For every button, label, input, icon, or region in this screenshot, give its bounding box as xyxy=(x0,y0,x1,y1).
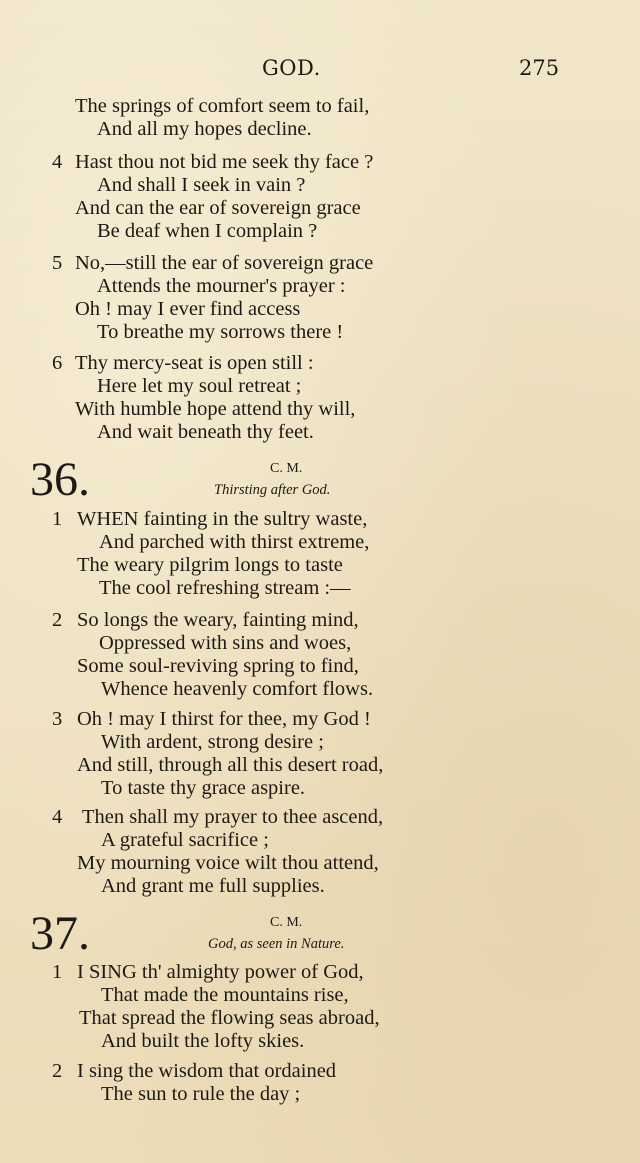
verse-line: To breathe my sorrows there ! xyxy=(97,321,344,343)
verse-line: So longs the weary, fainting mind, xyxy=(77,609,359,631)
verse-line: The weary pilgrim longs to taste xyxy=(77,554,343,576)
hymn-subtitle: God, as seen in Nature. xyxy=(208,936,345,952)
verse-line: With ardent, strong desire ; xyxy=(101,731,324,753)
verse-line: Oppressed with sins and woes, xyxy=(99,632,352,654)
stanza-number: 3 xyxy=(52,708,63,730)
verse-line: That made the mountains rise, xyxy=(101,984,349,1006)
verse-line: Be deaf when I complain ? xyxy=(97,220,318,242)
verse-line: My mourning voice wilt thou attend, xyxy=(77,852,379,874)
verse-line: And all my hopes decline. xyxy=(97,118,312,140)
hymn-number: 36. xyxy=(30,453,90,506)
hymn-meter: C. M. xyxy=(270,461,303,476)
verse-line: No,—still the ear of sovereign grace xyxy=(75,252,374,274)
stanza-number: 2 xyxy=(52,1060,63,1082)
verse-line: A grateful sacrifice ; xyxy=(101,829,269,851)
verse-line: With humble hope attend thy will, xyxy=(75,398,356,420)
stanza-number: 5 xyxy=(52,252,63,274)
verse-line: That spread the flowing seas abroad, xyxy=(79,1007,380,1029)
verse-line: Here let my soul retreat ; xyxy=(97,375,302,397)
verse-line: And can the ear of sovereign grace xyxy=(75,197,361,219)
verse-line: Oh ! may I ever find access xyxy=(75,298,301,320)
stanza-number: 4 xyxy=(52,806,63,828)
verse-line: And still, through all this desert road, xyxy=(77,754,384,776)
verse-line: WHEN fainting in the sultry waste, xyxy=(77,508,368,530)
page-number: 275 xyxy=(519,56,560,80)
stanza-number: 1 xyxy=(52,508,63,530)
verse-line: The sun to rule the day ; xyxy=(101,1083,301,1105)
hymn-subtitle: Thirsting after God. xyxy=(214,482,331,498)
verse-line: I sing the wisdom that ordained xyxy=(77,1060,337,1082)
stanza-number: 6 xyxy=(52,352,63,374)
verse-line: The springs of comfort seem to fail, xyxy=(75,95,370,117)
stanza-number: 1 xyxy=(52,961,63,983)
stanza-number: 2 xyxy=(52,609,63,631)
verse-line: To taste thy grace aspire. xyxy=(101,777,306,799)
running-title: GOD. xyxy=(262,56,321,80)
verse-line: And grant me full supplies. xyxy=(101,875,325,897)
verse-line: Then shall my prayer to thee ascend, xyxy=(82,806,384,828)
verse-line: And shall I seek in vain ? xyxy=(97,174,306,196)
verse-line: Attends the mourner's prayer : xyxy=(97,275,346,297)
hymn-meter: C. M. xyxy=(270,915,303,930)
verse-line: And built the lofty skies. xyxy=(101,1030,305,1052)
verse-line: Thy mercy-seat is open still : xyxy=(75,352,314,374)
verse-line: And wait beneath thy feet. xyxy=(97,421,314,443)
page-header xyxy=(0,56,640,86)
verse-line: Hast thou not bid me seek thy face ? xyxy=(75,151,374,173)
verse-line: I SING th' almighty power of God, xyxy=(77,961,364,983)
verse-line: Oh ! may I thirst for thee, my God ! xyxy=(77,708,371,730)
verse-line: Whence heavenly comfort flows. xyxy=(101,678,374,700)
stanza-number: 4 xyxy=(52,151,63,173)
verse-line: And parched with thirst extreme, xyxy=(99,531,370,553)
verse-line: The cool refreshing stream :— xyxy=(99,577,351,599)
verse-line: Some soul-reviving spring to find, xyxy=(77,655,359,677)
hymn-number: 37. xyxy=(30,907,90,960)
